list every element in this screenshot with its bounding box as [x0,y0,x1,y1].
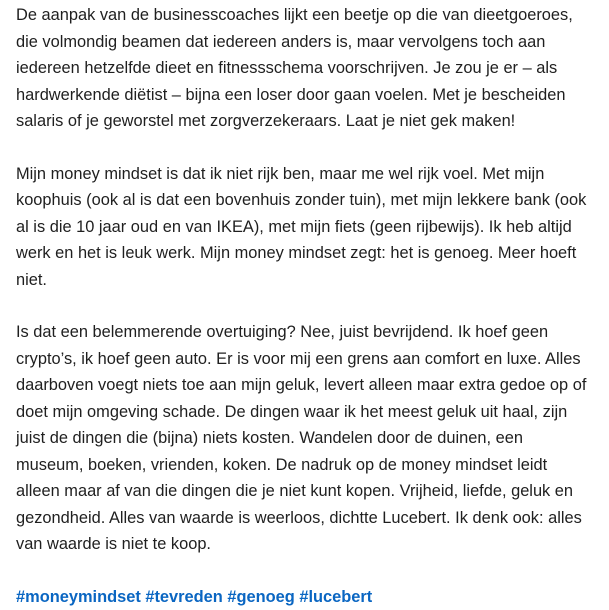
hashtag-genoeg[interactable]: #genoeg [227,588,294,606]
paragraph-line: De aanpak van de businesscoaches lijkt een beetje op die van dieetgoeroes, [16,2,601,29]
paragraph-line: werk en het is leuk werk. Mijn money mindset zegt: het is genoeg. Meer hoeft [16,240,601,267]
paragraph-line: salaris of je geworstel met zorgverzekeraars. Laat je niet gek maken! [16,108,601,135]
post-paragraph-3 [16,319,601,558]
paragraph-line: juist de dingen die (bijna) niets kosten. Wandelen door de duinen, een [16,425,601,452]
paragraph-line: die volmondig beamen dat iedereen anders is, maar vervolgens toch aan [16,29,601,56]
paragraph-line: Mijn money mindset is dat ik niet rijk ben, maar me wel rijk voel. Met mijn [16,161,601,188]
paragraph-line: van waarde is niet te koop. [16,531,601,558]
paragraph-line: daarboven voegt niets toe aan mijn geluk, levert alleen maar extra gedoe op of [16,372,601,399]
paragraph-line: niet. [16,267,601,294]
post-body [16,2,601,610]
paragraph-line: iedereen hetzelfde dieet en fitnessschema voorschrijven. Je zou je er – als [16,55,601,82]
hashtag-tevreden[interactable]: #tevreden [145,588,222,606]
paragraph-line: doet mijn omgeving schade. De dingen waar ik het meest geluk uit haal, zijn [16,399,601,426]
hashtag-moneymindset[interactable]: #moneymindset [16,588,141,606]
paragraph-line: crypto’s, ik hoef geen auto. Er is voor mij een grens aan comfort en luxe. Alles [16,346,601,373]
paragraph-line: museum, boeken, vrienden, koken. De nadruk op de money mindset leidt [16,452,601,479]
post-paragraph-1 [16,2,601,135]
paragraph-line: hardwerkende diëtist – bijna een loser door gaan voelen. Met je bescheiden [16,82,601,109]
paragraph-line: Is dat een belemmerende overtuiging? Nee, juist bevrijdend. Ik hoef geen [16,319,601,346]
hashtag-lucebert[interactable]: #lucebert [299,588,372,606]
paragraph-line: al is die 10 jaar oud en van IKEA), met mijn fiets (geen rijbewijs). Ik heb altijd [16,214,601,241]
paragraph-line: alleen maar af van die dingen die je niet kunt kopen. Vrijheid, liefde, geluk en [16,478,601,505]
paragraph-line: gezondheid. Alles van waarde is weerloos, dichtte Lucebert. Ik denk ook: alles [16,505,601,532]
paragraph-line: koophuis (ook al is dat een bovenhuis zonder tuin), met mijn lekkere bank (ook [16,187,601,214]
post-paragraph-2 [16,161,601,294]
hashtag-list [16,584,601,610]
